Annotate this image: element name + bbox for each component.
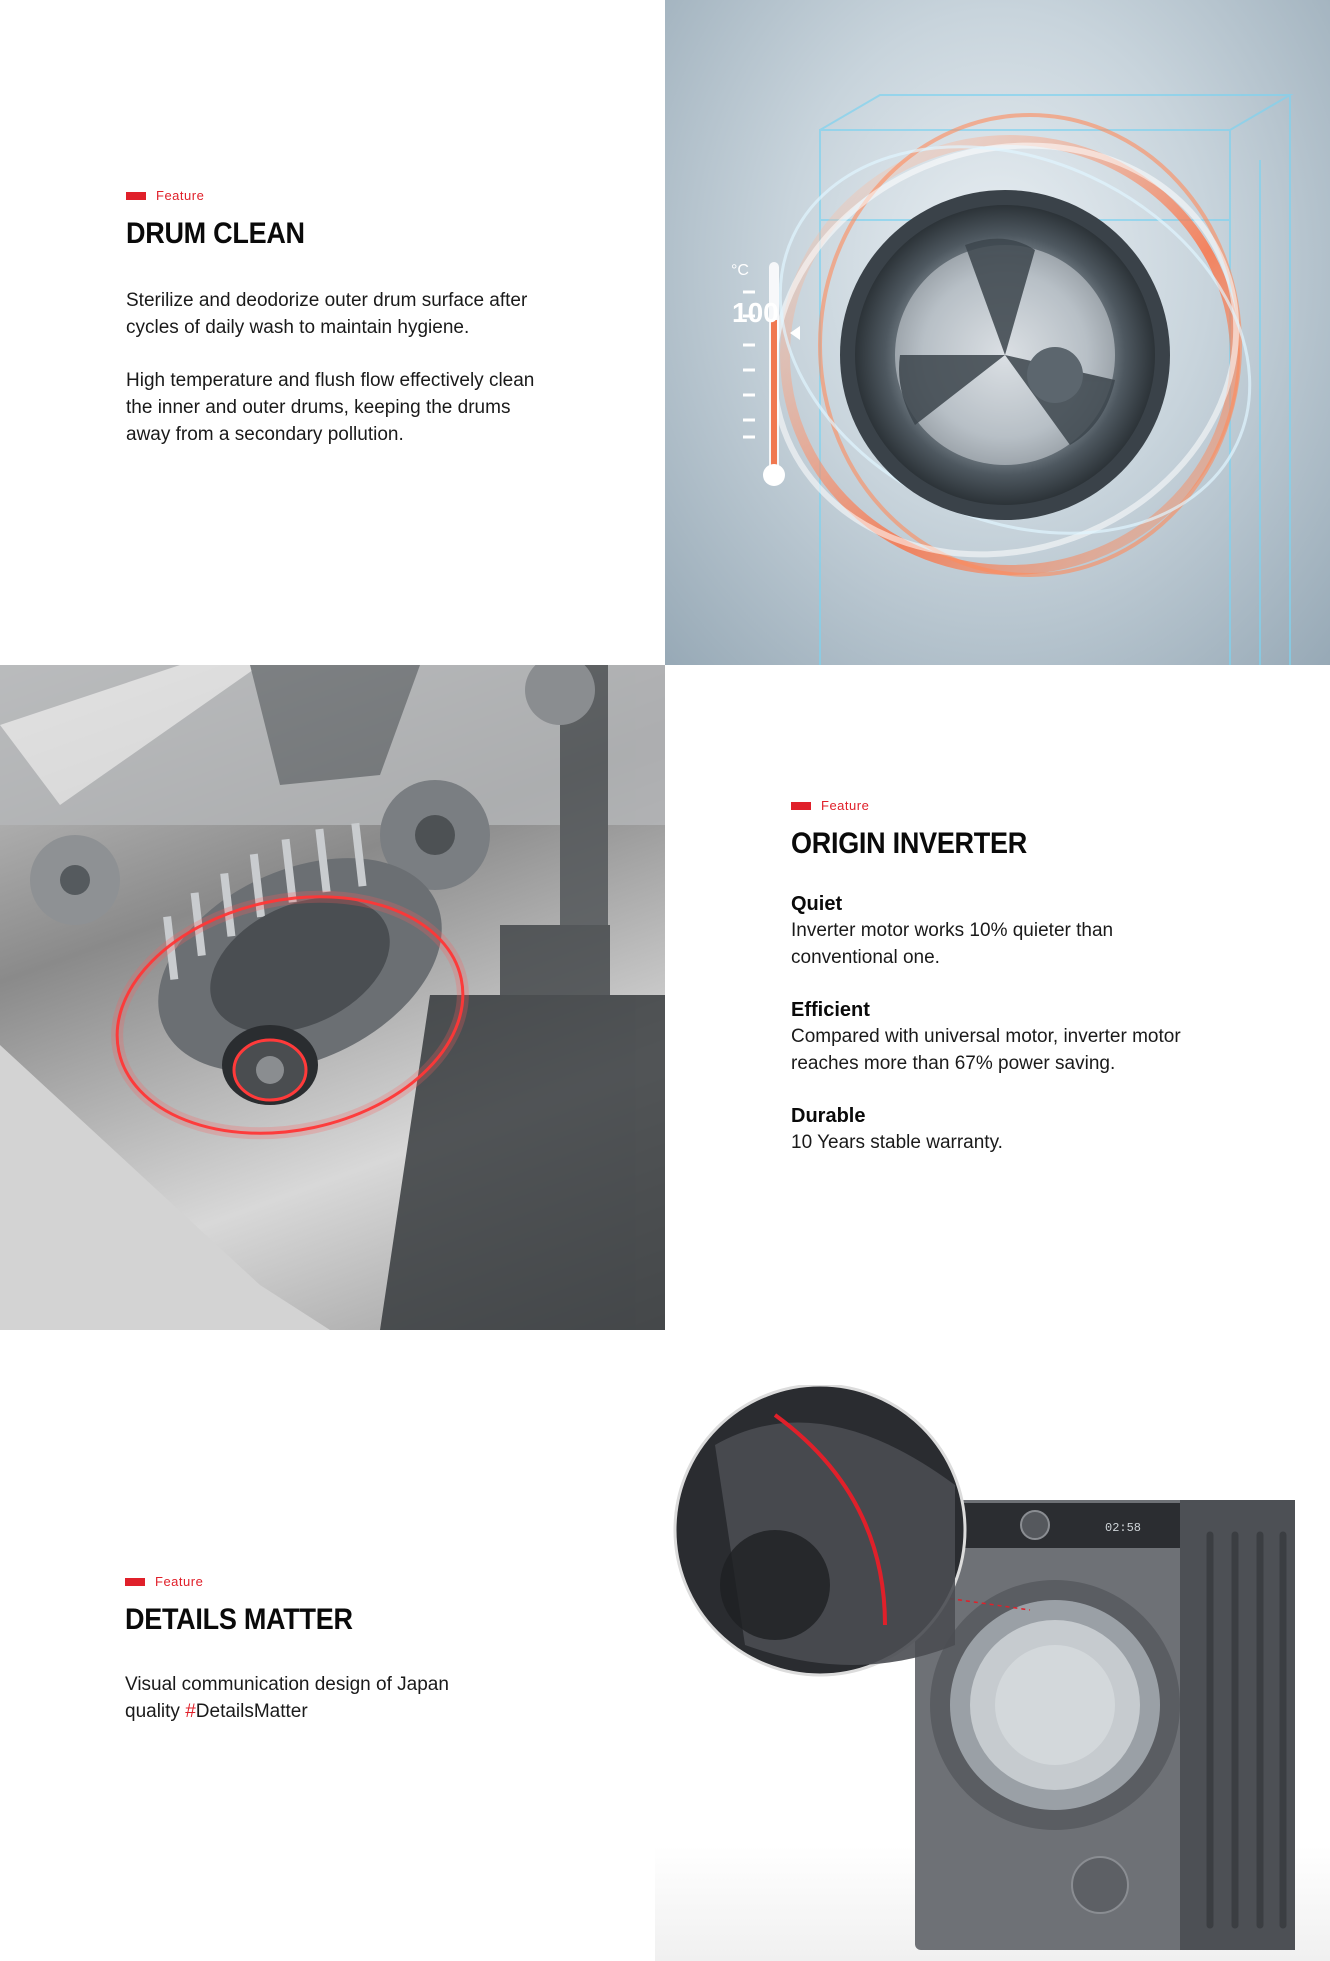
details-matter-title: DETAILS MATTER — [125, 1603, 353, 1636]
details-matter-text-body — [125, 1671, 495, 1725]
washing-machine-image — [655, 1385, 1330, 1961]
feature-item-durable — [791, 1103, 1211, 1156]
drum-clean-title: DRUM CLEAN — [126, 217, 305, 250]
feature-tag-label: Feature — [155, 1574, 204, 1589]
washing-machine-illustration — [655, 1385, 1330, 1961]
motor-illustration — [0, 665, 665, 1330]
drum-clean-para-2: High temperature and flush flow effectively clean the inner and outer drums, keeping the drums away from a secondary pollution. — [126, 370, 535, 445]
inverter-motor-image — [0, 665, 665, 1330]
drum-clean-para-1: Sterilize and deodorize outer drum surface after cycles of daily wash to maintain hygiene. — [126, 290, 528, 338]
feature-tag — [791, 798, 1211, 813]
feature-item-quiet — [791, 891, 1211, 971]
drum-clean-text — [126, 188, 546, 448]
origin-inverter-title: ORIGIN INVERTER — [791, 827, 1027, 860]
feature-tag-label: Feature — [821, 798, 870, 813]
feature-item-heading: Quiet — [791, 893, 843, 915]
details-matter-text — [125, 1574, 525, 1725]
feature-item-efficient — [791, 997, 1211, 1077]
thermometer-value: 100 — [732, 297, 779, 328]
hashtag-word: DetailsMatter — [195, 1701, 308, 1722]
feature-item-text: Compared with universal motor, inverter motor reaches more than 67% power saving. — [791, 1026, 1181, 1074]
feature-item-heading: Durable — [791, 1105, 866, 1127]
origin-inverter-text — [791, 798, 1211, 1156]
thermometer-unit: °C — [731, 262, 749, 279]
feature-tag-bar — [126, 192, 146, 200]
feature-item-text: 10 Years stable warranty. — [791, 1132, 1003, 1153]
drum-illustration — [665, 0, 1330, 665]
hashtag-symbol: # — [185, 1701, 196, 1722]
feature-tag-bar — [791, 802, 811, 810]
drum-clean-image — [665, 0, 1330, 665]
feature-item-text: Inverter motor works 10% quieter than conventional one. — [791, 920, 1114, 968]
feature-tag-label: Feature — [156, 188, 205, 203]
feature-tag-bar — [125, 1578, 145, 1586]
feature-tag — [125, 1574, 525, 1589]
display-time: 02:58 — [1105, 1521, 1142, 1535]
details-matter-description: Visual communication design of Japan quality — [125, 1674, 449, 1722]
feature-item-heading: Efficient — [791, 999, 870, 1021]
feature-tag — [126, 188, 546, 203]
